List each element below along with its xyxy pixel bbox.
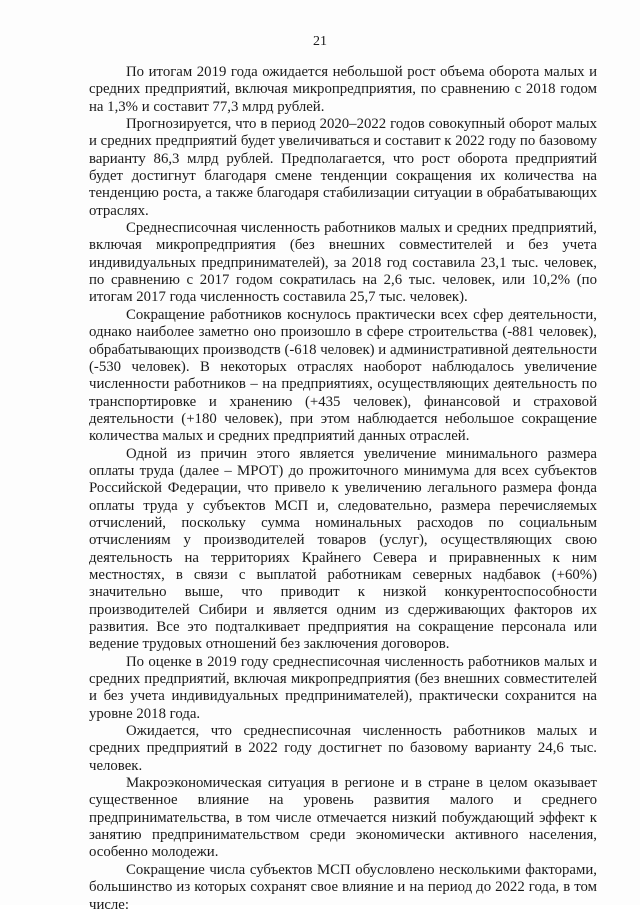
body-text	[89, 64, 597, 914]
paragraph-macroeconomic-situation: Макроэкономическая ситуация в регионе и в стране в целом оказывает существенное влияние на уровень развития малого и среднего предпринимательства, в том числе отмечается низкий побуждающий эффект к занятию предпринимательством среди экономически активного населения, особенно молодежи.	[89, 775, 597, 861]
page-number: 21	[313, 34, 327, 49]
paragraph-employment-forecast-2022: Ожидается, что среднесписочная численность работников малых и средних предприятий в 2022 году достигнет по базовому варианту 24,6 тыс. человек.	[89, 723, 597, 774]
paragraph-employment-2018: Среднесписочная численность работников малых и средних предприятий, включая микропредприятия (без внешних совместителей и без учета индивидуальных предпринимателей), за 2018 год составила 23,1 тыс. человек, по сравнению с 2017 годом сократилась на 2,6 тыс. человек, или 10,2% (по итогам 2017 года численность составила 25,7 тыс. человек).	[89, 220, 597, 306]
paragraph-turnover-forecast: Прогнозируется, что в период 2020–2022 годов совокупный оборот малых и средних предприятий будет увеличиваться и составит к 2022 году по базовому варианту 86,3 млрд рублей. Предполагается, что рост оборота предприятий будет достигнут благодаря смене тенденции сокращения их количества на тенденцию роста, а также благодаря стабилизации ситуации в обрабатывающих отраслях.	[89, 116, 597, 219]
paragraph-turnover-2019: По итогам 2019 года ожидается небольшой рост объема оборота малых и средних предприятий, включая микропредприятия, по сравнению с 2018 годом на 1,3% и составит 77,3 млрд рублей.	[89, 64, 597, 115]
paragraph-minimum-wage-reason: Одной из причин этого является увеличение минимального размера оплаты труда (далее – МРОТ) до прожиточного минимума для всех субъектов Российской Федерации, что привело к увеличению легального размера фонда оплаты труда у субъектов МСП и, следовательно, размера перечисляемых отчислений, поскольку сумма номинальных расходов по социальным отчислениям у производителей товаров (услуг), осуществляющих свою деятельность на территориях Крайнего Севера и приравненных к ним местностях, в связи с выплатой работникам северных надбавок (+60%) значительно выше, что приводит к низкой конкурентоспособности производителей Сибири и является одним из сдерживающих факторов их развития. Все это подталкивает предприятия на сокращение персонала или ведение трудовых отношений без заключения договоров.	[89, 445, 597, 653]
paragraph-employment-estimate-2019: По оценке в 2019 году среднесписочная численность работников малых и средних предприятий, включая микропредприятия (без внешних совместителей и без учета индивидуальных предпринимателей), практически сохранится на уровне 2018 года.	[89, 653, 597, 722]
paragraph-reduction-factors: Сокращение числа субъектов МСП обусловлено несколькими факторами, большинство из которых сохранят свое влияние и на период до 2022 года, в том числе:	[89, 861, 597, 913]
paragraph-employment-by-sector: Сокращение работников коснулось практически всех сфер деятельности, однако наиболее заметно оно произошло в сфере строительства (-881 человек), обрабатывающих производств (-618 человек) и административной деятельности (-530 человек). В некоторых отраслях наоборот наблюдалось увеличение численности работников – на предприятиях, осуществляющих деятельность по транспортировке и хранению (+435 человек), финансовой и страховой деятельности (+180 человек), при этом наблюдается небольшое сокращение количества малых и средних предприятий данных отраслей.	[89, 306, 597, 445]
